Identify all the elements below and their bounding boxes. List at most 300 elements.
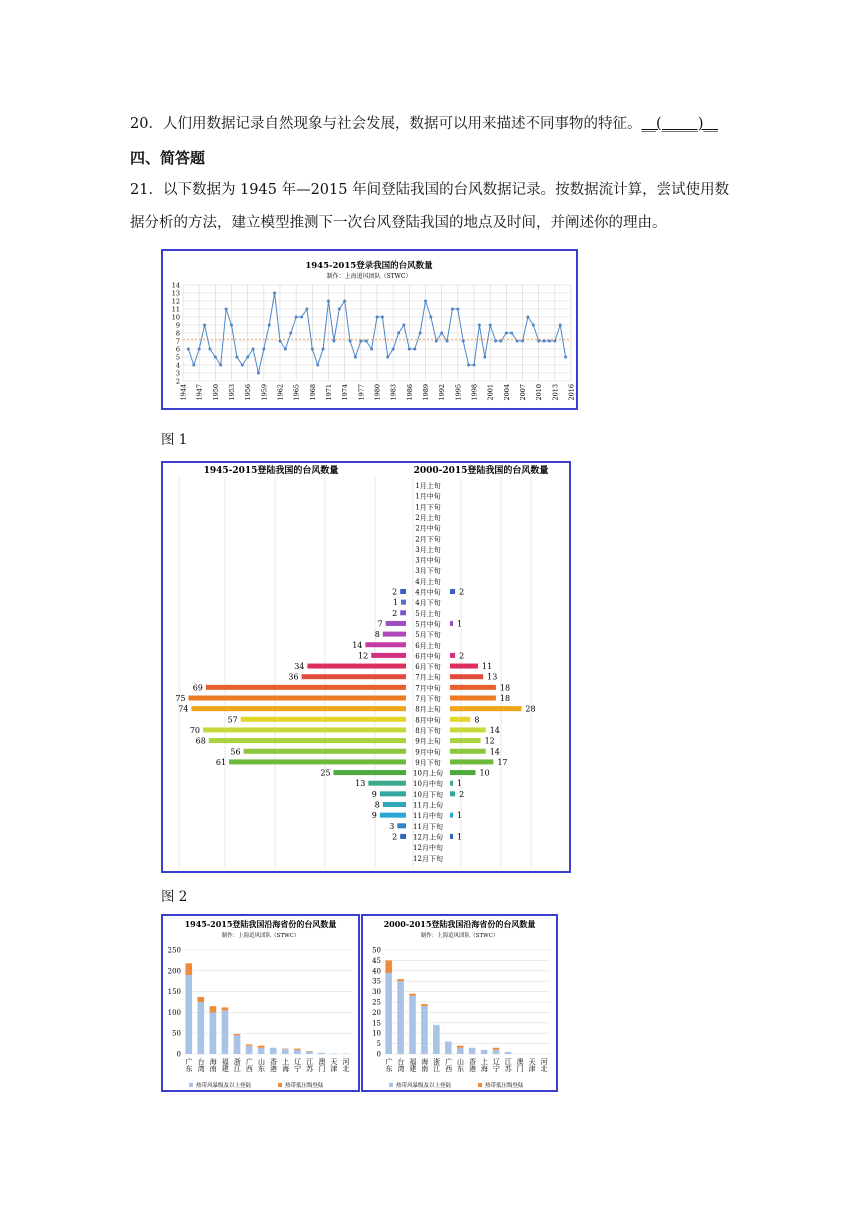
data-point bbox=[273, 292, 276, 295]
data-point bbox=[316, 364, 319, 367]
data-point bbox=[467, 364, 470, 367]
data-point bbox=[494, 340, 497, 343]
y-tick-label: 50 bbox=[372, 946, 381, 955]
right-bar bbox=[450, 717, 470, 722]
data-point bbox=[376, 316, 379, 319]
left-bar bbox=[401, 600, 406, 605]
left-value-label: 69 bbox=[192, 683, 203, 693]
x-tick-label: 浙江 bbox=[233, 1058, 242, 1072]
data-point bbox=[322, 348, 325, 351]
x-tick-label: 辽宁 bbox=[293, 1058, 302, 1072]
legend-swatch-depression bbox=[478, 1083, 482, 1087]
right-bar bbox=[450, 664, 478, 669]
x-tick-label: 辽宁 bbox=[492, 1058, 501, 1072]
data-point bbox=[440, 332, 443, 335]
y-tick-label: 10 bbox=[171, 313, 180, 322]
data-point bbox=[343, 300, 346, 303]
bar-storm bbox=[294, 1050, 301, 1054]
x-tick-label: 1989 bbox=[422, 384, 430, 401]
left-bar bbox=[368, 781, 406, 786]
right-value-label: 1 bbox=[457, 619, 463, 629]
data-point bbox=[208, 348, 211, 351]
data-point bbox=[235, 356, 238, 359]
bar-storm bbox=[270, 1048, 277, 1054]
category-label: 3月中旬 bbox=[415, 556, 441, 565]
x-tick-label: 河北 bbox=[341, 1058, 350, 1072]
x-tick-label: 浙江 bbox=[432, 1058, 441, 1072]
data-point bbox=[327, 300, 330, 303]
left-value-label: 61 bbox=[215, 757, 227, 767]
category-label: 5月下旬 bbox=[415, 631, 441, 640]
data-point bbox=[510, 332, 513, 335]
legend-swatch-storm bbox=[189, 1083, 193, 1087]
x-tick-label: 广西 bbox=[245, 1058, 254, 1072]
data-point bbox=[262, 348, 265, 351]
y-tick-label: 9 bbox=[175, 321, 180, 330]
left-bar bbox=[380, 813, 406, 818]
bar-storm bbox=[197, 1002, 204, 1054]
data-point bbox=[332, 340, 335, 343]
data-point bbox=[419, 332, 422, 335]
left-value-label: 7 bbox=[377, 619, 383, 629]
category-label: 10月上旬 bbox=[413, 769, 443, 778]
chart-title: 2000-2015登陆我国沿海省份的台风数量 bbox=[383, 919, 536, 929]
y-tick-label: 25 bbox=[372, 998, 381, 1007]
left-bar bbox=[229, 759, 406, 764]
y-tick-label: 200 bbox=[167, 967, 181, 976]
butterfly-chart-svg bbox=[163, 463, 569, 871]
category-label: 7月上旬 bbox=[415, 673, 441, 682]
bar-storm bbox=[318, 1053, 325, 1054]
x-tick-label: 澳门 bbox=[516, 1058, 525, 1072]
left-value-label: 8 bbox=[374, 800, 380, 810]
right-bar bbox=[450, 781, 453, 786]
left-value-label: 3 bbox=[389, 821, 395, 831]
y-tick-label: 35 bbox=[372, 977, 381, 986]
x-tick-label: 1995 bbox=[454, 384, 463, 401]
data-point bbox=[543, 340, 546, 343]
data-point bbox=[397, 332, 400, 335]
data-point bbox=[402, 324, 405, 327]
legend-label-depression: 热带低压级登陆 bbox=[285, 1083, 324, 1089]
y-tick-label: 0 bbox=[376, 1050, 381, 1059]
data-point bbox=[456, 308, 459, 311]
y-tick-label: 50 bbox=[172, 1029, 181, 1038]
category-label: 12月下旬 bbox=[413, 854, 443, 863]
x-tick-label: 台湾 bbox=[197, 1058, 206, 1072]
category-label: 12月中旬 bbox=[413, 844, 443, 853]
data-point bbox=[203, 324, 206, 327]
right-value-label: 1 bbox=[457, 832, 463, 842]
bar-depression bbox=[294, 1049, 301, 1050]
x-tick-label: 1980 bbox=[373, 384, 382, 401]
bar-depression bbox=[397, 979, 404, 981]
right-bar bbox=[450, 706, 521, 711]
x-tick-label: 2016 bbox=[567, 384, 576, 401]
province-chart-1945-svg bbox=[163, 916, 358, 1090]
left-value-label: 57 bbox=[227, 715, 238, 725]
x-tick-label: 海南 bbox=[420, 1058, 429, 1072]
right-value-label: 18 bbox=[499, 694, 511, 703]
y-tick-label: 12 bbox=[171, 297, 180, 306]
right-value-label: 18 bbox=[499, 683, 511, 693]
x-tick-label: 2013 bbox=[551, 384, 560, 401]
data-point bbox=[241, 364, 244, 367]
right-bar bbox=[450, 738, 481, 743]
x-tick-label: 香港 bbox=[468, 1058, 477, 1072]
data-point bbox=[300, 316, 303, 319]
data-point bbox=[349, 340, 352, 343]
left-value-label: 74 bbox=[178, 704, 189, 714]
left-bar bbox=[386, 621, 406, 626]
data-point bbox=[553, 340, 556, 343]
data-point bbox=[408, 348, 411, 351]
data-point bbox=[532, 324, 535, 327]
x-tick-label: 山东 bbox=[257, 1058, 266, 1072]
question-20-text: 20．人们用数据记录自然现象与社会发展，数据可以用来描述不同事物的特征。 bbox=[130, 116, 642, 132]
data-point bbox=[338, 308, 341, 311]
bar-depression bbox=[185, 963, 192, 975]
left-value-label: 68 bbox=[195, 736, 206, 746]
data-point bbox=[214, 356, 217, 359]
y-tick-label: 13 bbox=[171, 289, 180, 298]
figure-3a-province-chart bbox=[161, 914, 360, 1092]
category-label: 10月下旬 bbox=[413, 790, 443, 799]
bar-storm bbox=[469, 1048, 476, 1054]
x-tick-label: 1992 bbox=[438, 384, 447, 401]
left-value-label: 25 bbox=[320, 768, 331, 778]
right-bar bbox=[450, 653, 455, 658]
left-value-label: 1 bbox=[392, 598, 398, 608]
left-bar bbox=[334, 770, 407, 775]
bar-storm bbox=[282, 1049, 289, 1054]
bar-storm bbox=[397, 981, 404, 1054]
figure-3b-province-chart bbox=[361, 914, 558, 1092]
bar-storm bbox=[421, 1006, 428, 1054]
left-value-label: 2 bbox=[392, 832, 398, 842]
right-bar bbox=[450, 749, 486, 754]
y-tick-label: 5 bbox=[175, 353, 180, 362]
left-value-label: 75 bbox=[175, 694, 186, 703]
x-tick-label: 1953 bbox=[228, 384, 236, 401]
data-point bbox=[499, 340, 502, 343]
data-point bbox=[225, 308, 228, 311]
bar-depression bbox=[493, 1048, 500, 1050]
data-point bbox=[370, 348, 373, 351]
data-point bbox=[279, 340, 282, 343]
bar-depression bbox=[210, 1006, 217, 1012]
bar-storm bbox=[258, 1048, 265, 1054]
bar-storm bbox=[306, 1052, 313, 1054]
line-chart-svg bbox=[163, 251, 576, 408]
left-bar bbox=[191, 706, 406, 711]
y-tick-label: 45 bbox=[372, 956, 381, 965]
figure-1-line-chart bbox=[161, 249, 578, 410]
left-bar bbox=[397, 823, 406, 828]
category-label: 1月中旬 bbox=[415, 492, 441, 501]
category-label: 4月中旬 bbox=[415, 588, 441, 597]
data-point bbox=[505, 332, 508, 335]
question-20 bbox=[130, 114, 718, 134]
left-bar bbox=[380, 791, 406, 796]
right-bar bbox=[450, 696, 496, 701]
right-value-label: 2 bbox=[459, 587, 465, 597]
data-point bbox=[354, 356, 357, 359]
left-bar bbox=[383, 802, 406, 807]
x-tick-label: 2010 bbox=[535, 384, 544, 401]
left-bar bbox=[400, 834, 406, 839]
data-point bbox=[446, 340, 449, 343]
left-value-label: 8 bbox=[374, 630, 380, 640]
category-label: 6月下旬 bbox=[415, 663, 441, 672]
x-tick-label: 江苏 bbox=[305, 1058, 314, 1072]
category-label: 9月中旬 bbox=[415, 748, 441, 757]
left-bar bbox=[189, 696, 407, 701]
data-point bbox=[230, 324, 233, 327]
data-point bbox=[359, 340, 362, 343]
y-tick-label: 11 bbox=[171, 305, 180, 314]
left-value-label: 70 bbox=[189, 725, 200, 735]
x-tick-label: 福建 bbox=[221, 1058, 230, 1072]
x-tick-label: 福建 bbox=[408, 1058, 417, 1072]
chart-title: 1945-2015登录我国的台风数量 bbox=[305, 261, 433, 271]
data-point bbox=[295, 316, 298, 319]
left-value-label: 2 bbox=[392, 608, 398, 618]
left-bar bbox=[365, 642, 406, 647]
x-tick-label: 2007 bbox=[519, 384, 527, 401]
x-tick-label: 1956 bbox=[244, 384, 253, 401]
right-value-label: 8 bbox=[474, 715, 480, 725]
category-label: 9月上旬 bbox=[415, 737, 441, 746]
data-point bbox=[483, 356, 486, 359]
data-point bbox=[252, 348, 255, 351]
right-bar bbox=[450, 589, 455, 594]
bar-storm bbox=[481, 1050, 488, 1054]
category-label: 7月下旬 bbox=[415, 695, 441, 703]
x-tick-label: 天津 bbox=[528, 1058, 537, 1072]
right-value-label: 14 bbox=[489, 725, 500, 735]
right-value-label: 1 bbox=[457, 811, 463, 821]
data-point bbox=[473, 364, 476, 367]
x-tick-label: 1974 bbox=[341, 384, 350, 401]
x-tick-label: 河北 bbox=[540, 1058, 549, 1072]
data-point bbox=[381, 316, 384, 319]
left-value-label: 13 bbox=[355, 779, 366, 789]
y-tick-label: 20 bbox=[372, 1008, 381, 1017]
right-value-label: 13 bbox=[487, 672, 498, 682]
chart-subtitle: 制作：上海追风团队（STWC） bbox=[326, 273, 412, 280]
category-label: 6月中旬 bbox=[415, 652, 441, 661]
section-heading: 四、简答题 bbox=[130, 149, 206, 167]
x-tick-label: 1971 bbox=[325, 384, 333, 401]
right-bar bbox=[450, 685, 496, 690]
x-tick-label: 1998 bbox=[470, 384, 479, 401]
y-tick-label: 10 bbox=[372, 1029, 381, 1038]
chart-title: 1945-2015登陆我国沿海省份的台风数量 bbox=[184, 919, 337, 929]
right-bar bbox=[450, 621, 453, 626]
x-tick-label: 1986 bbox=[405, 384, 414, 401]
bar-depression bbox=[409, 994, 416, 996]
y-tick-label: 250 bbox=[167, 946, 181, 955]
left-bar bbox=[383, 632, 406, 637]
right-value-label: 14 bbox=[489, 747, 500, 757]
x-tick-label: 澳门 bbox=[317, 1058, 326, 1072]
category-label: 8月上旬 bbox=[415, 705, 441, 714]
data-point bbox=[284, 348, 287, 351]
y-tick-label: 150 bbox=[167, 988, 181, 997]
category-label: 4月下旬 bbox=[415, 599, 441, 608]
right-value-label: 2 bbox=[459, 789, 465, 799]
legend-label-depression: 热带低压级登陆 bbox=[485, 1083, 524, 1089]
category-label: 7月中旬 bbox=[415, 684, 441, 693]
data-point bbox=[192, 364, 195, 367]
data-point bbox=[257, 372, 260, 375]
right-bar bbox=[450, 674, 483, 679]
figure-1-caption: 图 1 bbox=[161, 432, 188, 448]
data-point bbox=[246, 356, 249, 359]
legend-swatch-depression bbox=[278, 1083, 282, 1087]
x-tick-label: 1983 bbox=[389, 384, 398, 401]
answer-blank[interactable]: __(_____)__ bbox=[641, 116, 719, 132]
question-21-line1: 21．以下数据为 1945 年—2015 年间登陆我国的台风数据记录。按数据流计算，尝试使用数 bbox=[130, 182, 730, 198]
category-label: 5月上旬 bbox=[415, 609, 441, 618]
data-point bbox=[478, 324, 481, 327]
right-bar bbox=[450, 759, 493, 764]
y-tick-label: 5 bbox=[376, 1040, 381, 1049]
data-point bbox=[311, 348, 314, 351]
bar-storm bbox=[185, 975, 192, 1054]
category-label: 2月下旬 bbox=[415, 535, 441, 544]
province-chart-2000-svg bbox=[363, 916, 556, 1090]
data-point bbox=[219, 364, 222, 367]
x-tick-label: 广东 bbox=[185, 1058, 194, 1072]
right-value-label: 10 bbox=[479, 768, 490, 778]
left-value-label: 9 bbox=[371, 789, 377, 799]
chart-subtitle: 制作：上海追风团队（STWC） bbox=[420, 933, 499, 939]
category-label: 8月中旬 bbox=[415, 716, 441, 725]
category-label: 6月上旬 bbox=[415, 641, 441, 650]
right-value-label: 1 bbox=[457, 779, 463, 789]
left-bar bbox=[307, 664, 406, 669]
left-title: 1945-2015登陆我国的台风数量 bbox=[203, 466, 339, 476]
y-tick-label: 4 bbox=[175, 361, 180, 370]
y-tick-label: 100 bbox=[167, 1008, 181, 1017]
bar-storm bbox=[222, 1010, 229, 1054]
left-bar bbox=[400, 589, 406, 594]
y-tick-label: 15 bbox=[372, 1019, 381, 1028]
category-label: 1月上旬 bbox=[415, 482, 441, 490]
x-tick-label: 天津 bbox=[329, 1058, 338, 1072]
category-label: 2月中旬 bbox=[415, 524, 441, 533]
category-label: 4月上旬 bbox=[415, 577, 441, 586]
left-value-label: 2 bbox=[392, 587, 398, 597]
right-bar bbox=[450, 791, 455, 796]
x-tick-label: 广东 bbox=[384, 1058, 393, 1072]
bar-storm bbox=[246, 1046, 253, 1054]
category-label: 8月下旬 bbox=[415, 726, 441, 735]
legend-swatch-storm bbox=[389, 1083, 393, 1087]
data-point bbox=[521, 340, 524, 343]
legend-label-storm: 热带风暴级及以上登陆 bbox=[396, 1083, 452, 1089]
x-tick-label: 广西 bbox=[444, 1058, 453, 1072]
bar-depression bbox=[234, 1034, 241, 1035]
right-value-label: 28 bbox=[525, 704, 536, 714]
category-label: 9月下旬 bbox=[415, 758, 441, 767]
right-value-label: 11 bbox=[482, 662, 493, 672]
category-label: 2月上旬 bbox=[415, 513, 441, 522]
figure-2-butterfly-chart bbox=[161, 461, 571, 873]
data-point bbox=[516, 340, 519, 343]
data-point bbox=[559, 324, 562, 327]
x-tick-label: 1950 bbox=[211, 384, 220, 401]
legend-label-storm: 热带风暴级及以上登陆 bbox=[196, 1083, 252, 1089]
bar-depression bbox=[457, 1046, 464, 1048]
category-label: 11月上旬 bbox=[413, 801, 443, 810]
data-point bbox=[526, 316, 529, 319]
y-tick-label: 30 bbox=[372, 988, 381, 997]
left-value-label: 12 bbox=[358, 651, 369, 661]
x-tick-label: 1968 bbox=[308, 384, 317, 401]
x-tick-label: 1977 bbox=[357, 384, 366, 401]
x-tick-label: 江苏 bbox=[504, 1058, 513, 1072]
bar-storm bbox=[505, 1052, 512, 1054]
category-label: 11月中旬 bbox=[413, 812, 443, 821]
bar-depression bbox=[222, 1007, 229, 1010]
x-tick-label: 2004 bbox=[502, 384, 511, 401]
x-tick-label: 2001 bbox=[486, 384, 495, 401]
y-tick-label: 40 bbox=[372, 967, 381, 976]
category-label: 1月下旬 bbox=[415, 503, 441, 512]
bar-storm bbox=[493, 1050, 500, 1054]
x-tick-label: 1947 bbox=[195, 384, 204, 401]
y-tick-label: 8 bbox=[175, 329, 180, 338]
x-tick-label: 上海 bbox=[281, 1058, 290, 1072]
y-tick-label: 0 bbox=[176, 1050, 181, 1059]
category-label: 10月中旬 bbox=[413, 780, 443, 789]
bar-storm bbox=[385, 973, 392, 1054]
x-tick-label: 1962 bbox=[276, 384, 285, 401]
y-tick-label: 14 bbox=[171, 281, 180, 290]
y-tick-label: 3 bbox=[175, 369, 180, 378]
right-value-label: 2 bbox=[459, 651, 465, 661]
data-point bbox=[462, 340, 465, 343]
category-label: 11月下旬 bbox=[413, 822, 443, 831]
bar-storm bbox=[210, 1012, 217, 1054]
data-point bbox=[564, 356, 567, 359]
category-label: 3月下旬 bbox=[415, 567, 441, 576]
y-tick-label: 7 bbox=[175, 337, 180, 346]
left-bar bbox=[302, 674, 406, 679]
left-bar bbox=[206, 685, 406, 690]
left-bar bbox=[209, 738, 406, 743]
category-label: 3月上旬 bbox=[415, 545, 441, 554]
right-bar bbox=[450, 727, 486, 732]
data-point bbox=[451, 308, 454, 311]
left-bar bbox=[244, 749, 406, 754]
left-bar bbox=[400, 610, 406, 615]
bar-storm bbox=[457, 1048, 464, 1054]
left-bar bbox=[241, 717, 406, 722]
bar-storm bbox=[234, 1035, 241, 1054]
right-bar bbox=[450, 834, 453, 839]
x-tick-label: 海南 bbox=[209, 1058, 218, 1072]
data-point bbox=[392, 348, 395, 351]
bar-depression bbox=[246, 1044, 253, 1045]
question-21-line2: 据分析的方法，建立模型推测下一次台风登陆我国的地点及时间，并阐述你的理由。 bbox=[130, 215, 667, 231]
right-bar bbox=[450, 770, 476, 775]
data-point bbox=[305, 308, 308, 311]
bar-storm bbox=[445, 1042, 452, 1054]
